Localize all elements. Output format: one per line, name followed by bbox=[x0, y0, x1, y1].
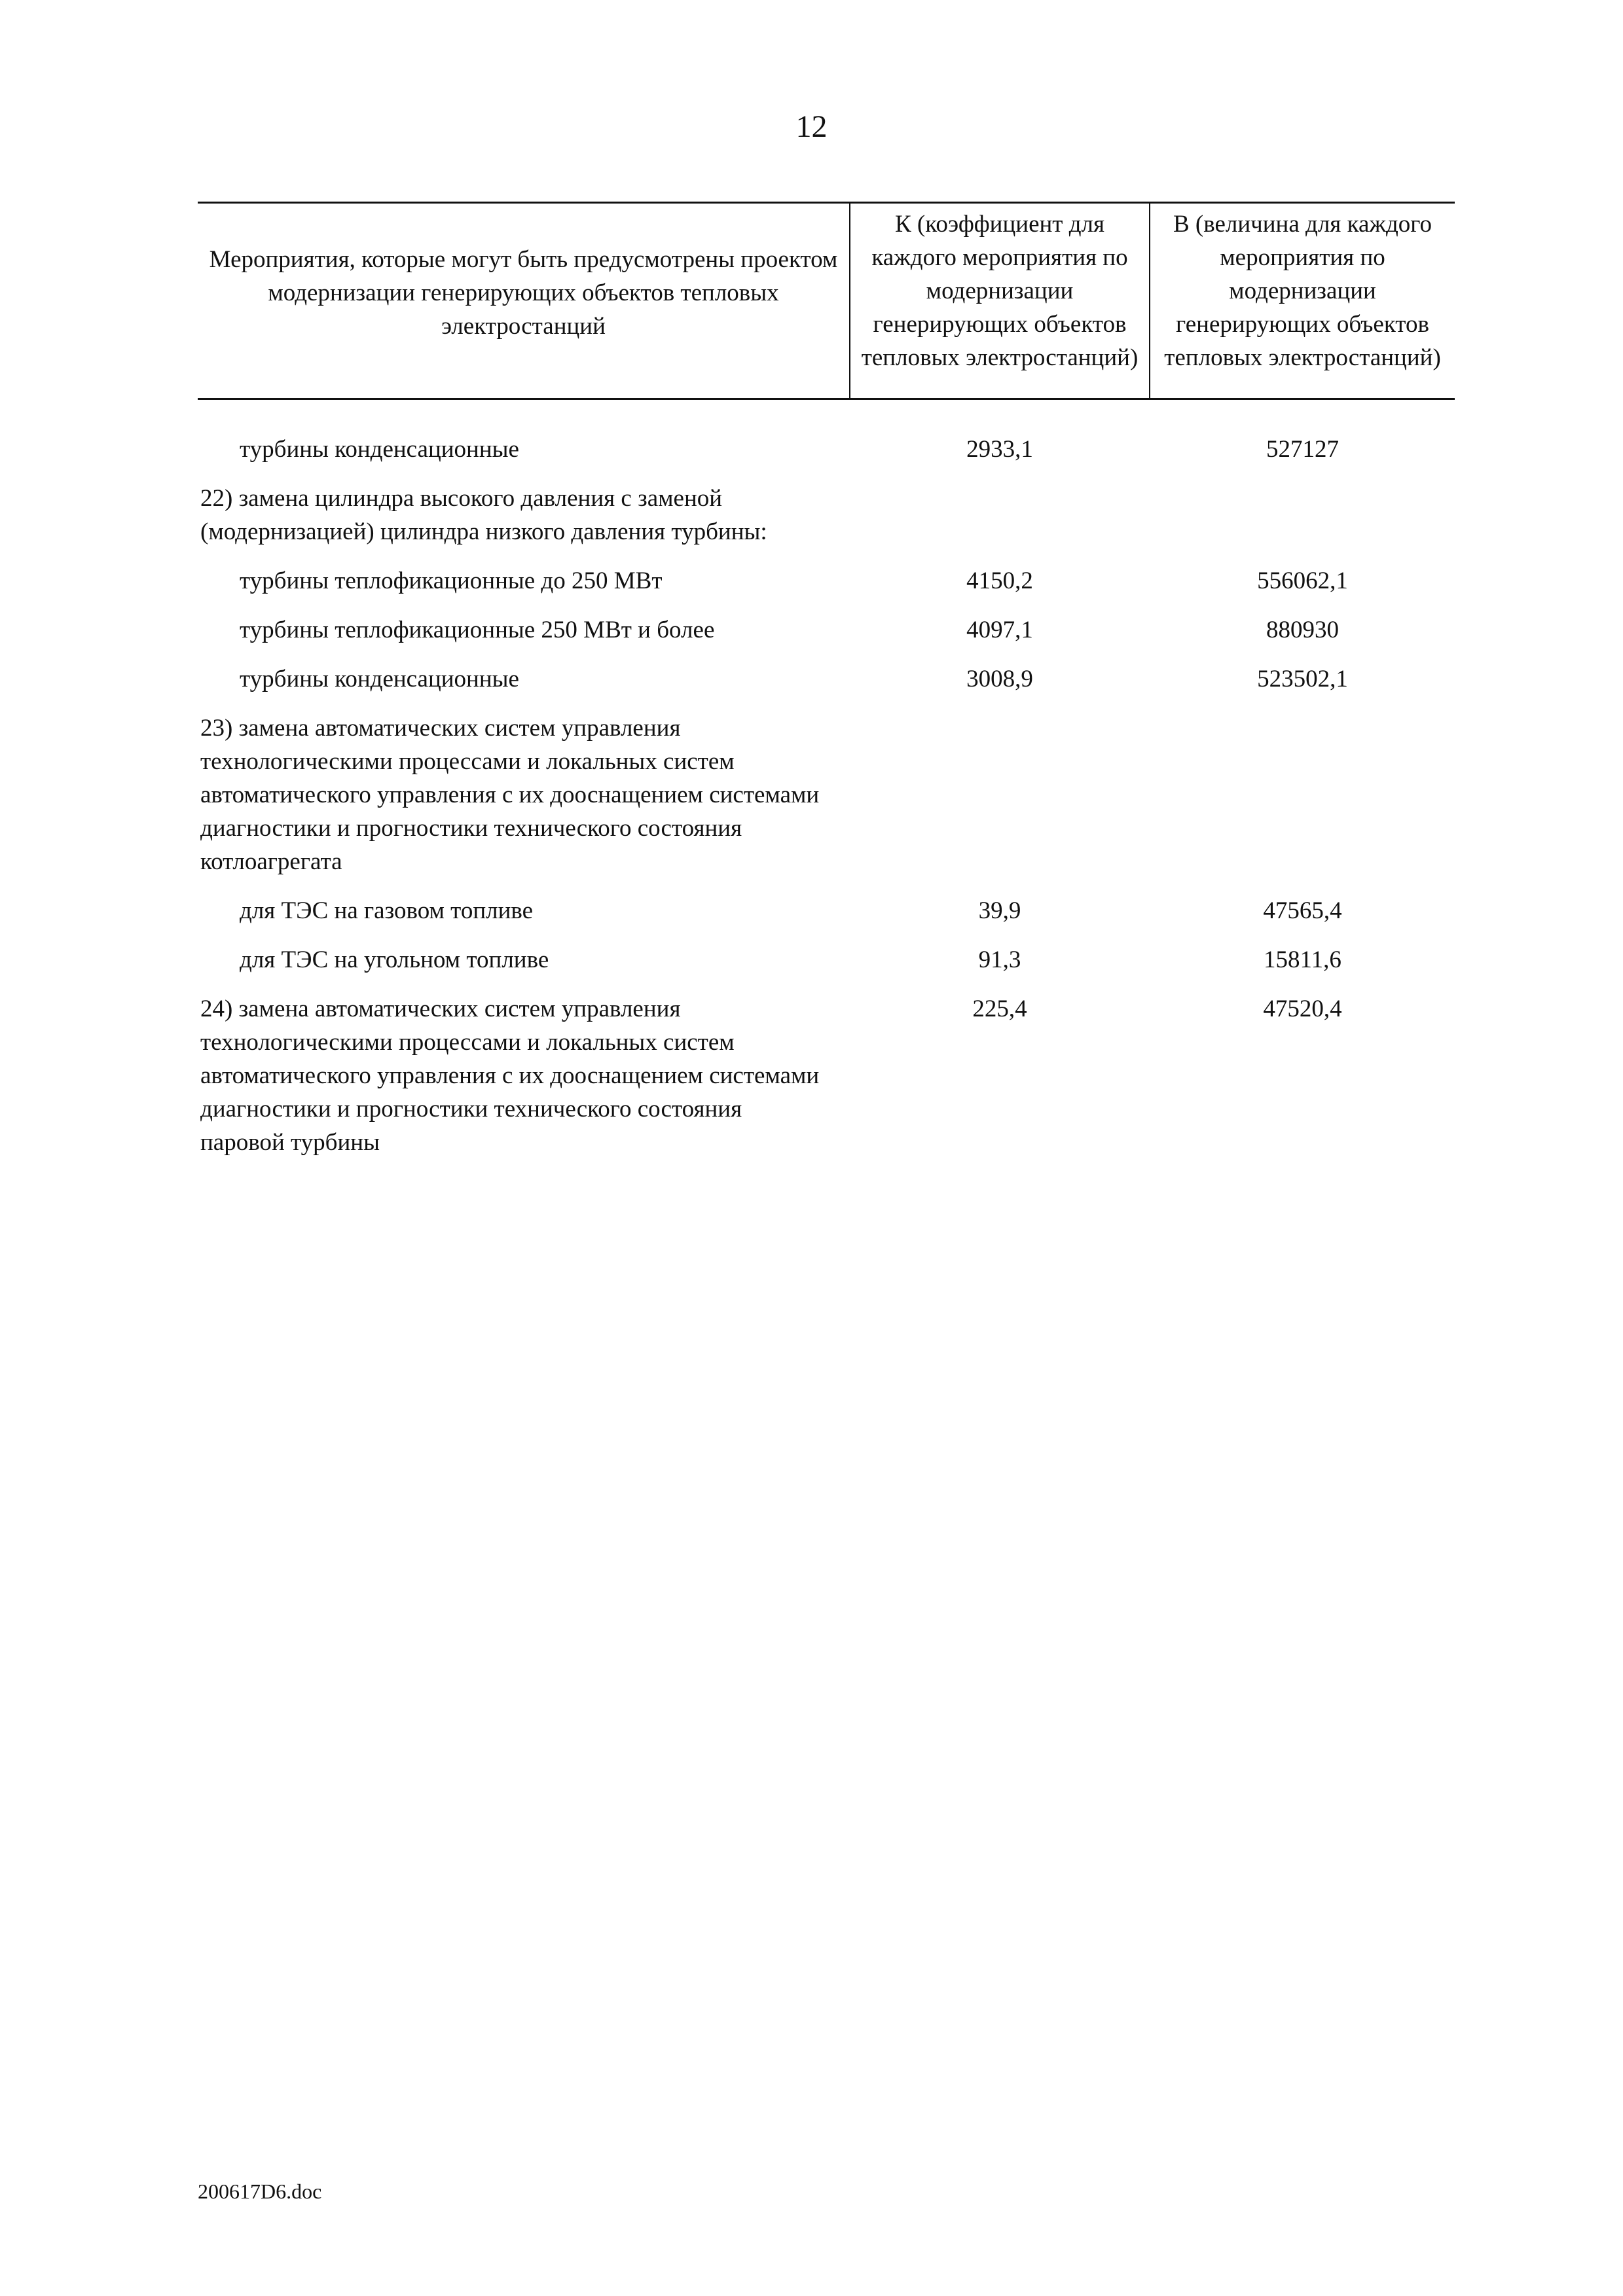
row-label: турбины теплофикационные до 250 МВт bbox=[240, 567, 663, 594]
table-row bbox=[198, 943, 1455, 977]
row-k: 2933,1 bbox=[966, 436, 1033, 463]
row-label: 24) замена автоматических систем управления технологическими процессами и локальных систем автоматического управления с их дооснащением системами диагностики и прогностики технического состояния паровой турбины bbox=[200, 996, 820, 1156]
row-b: 527127 bbox=[1266, 436, 1339, 463]
row-b: 523502,1 bbox=[1257, 666, 1348, 692]
page-number: 12 bbox=[795, 109, 828, 144]
header-measures bbox=[198, 204, 849, 398]
row-label: для ТЭС на газовом топливе bbox=[240, 897, 534, 924]
row-b: 47565,4 bbox=[1263, 897, 1342, 924]
row-b: 47520,4 bbox=[1263, 996, 1342, 1022]
row-label: 22) замена цилиндра высокого давления с заменой (модернизацией) цилиндра низкого давления турбины: bbox=[200, 485, 767, 545]
table-row bbox=[198, 613, 1455, 647]
table-row bbox=[198, 894, 1455, 927]
row-b bbox=[1150, 711, 1455, 878]
row-k: 225,4 bbox=[972, 996, 1027, 1022]
table-row bbox=[198, 992, 1455, 1159]
row-label: турбины теплофикационные 250 МВт и более bbox=[240, 617, 715, 643]
row-label: для ТЭС на угольном топливе bbox=[240, 946, 549, 973]
header-k-coefficient: К (коэффициент для каждого мероприятия по модернизации генерирующих объектов тепловых электростанций) bbox=[849, 204, 1150, 398]
table-body bbox=[198, 433, 1455, 1159]
table-row bbox=[198, 564, 1455, 598]
row-label: турбины конденсационные bbox=[240, 666, 519, 692]
row-k: 39,9 bbox=[978, 897, 1021, 924]
table-row bbox=[198, 662, 1455, 696]
row-k bbox=[849, 482, 1150, 548]
row-k bbox=[849, 711, 1150, 878]
row-label: турбины конденсационные bbox=[240, 436, 519, 463]
table-header bbox=[198, 202, 1455, 400]
document-filename: 200617D6.doc bbox=[198, 2179, 322, 2203]
row-k: 91,3 bbox=[978, 946, 1021, 973]
header-b-value: В (величина для каждого мероприятия по модернизации генерирующих объектов тепловых электростанций) bbox=[1164, 211, 1441, 371]
table-row bbox=[198, 433, 1455, 466]
row-k: 4150,2 bbox=[966, 567, 1033, 594]
row-b: 880930 bbox=[1266, 617, 1339, 643]
measures-table bbox=[198, 202, 1455, 1175]
row-k: 4097,1 bbox=[966, 617, 1033, 643]
row-b bbox=[1150, 482, 1455, 548]
table-row bbox=[198, 711, 1455, 878]
row-b: 556062,1 bbox=[1257, 567, 1348, 594]
table-row bbox=[198, 482, 1455, 548]
row-label: 23) замена автоматических систем управления технологическими процессами и локальных систем автоматического управления с их дооснащением системами диагностики и прогностики технического состояния котлоагрегата bbox=[200, 715, 820, 875]
row-k: 3008,9 bbox=[966, 666, 1033, 692]
row-b: 15811,6 bbox=[1264, 946, 1341, 973]
header-measures-text: Мероприятия, которые могут быть предусмотрены проектом модернизации генерирующих объектов тепловых электростанций bbox=[209, 246, 838, 340]
